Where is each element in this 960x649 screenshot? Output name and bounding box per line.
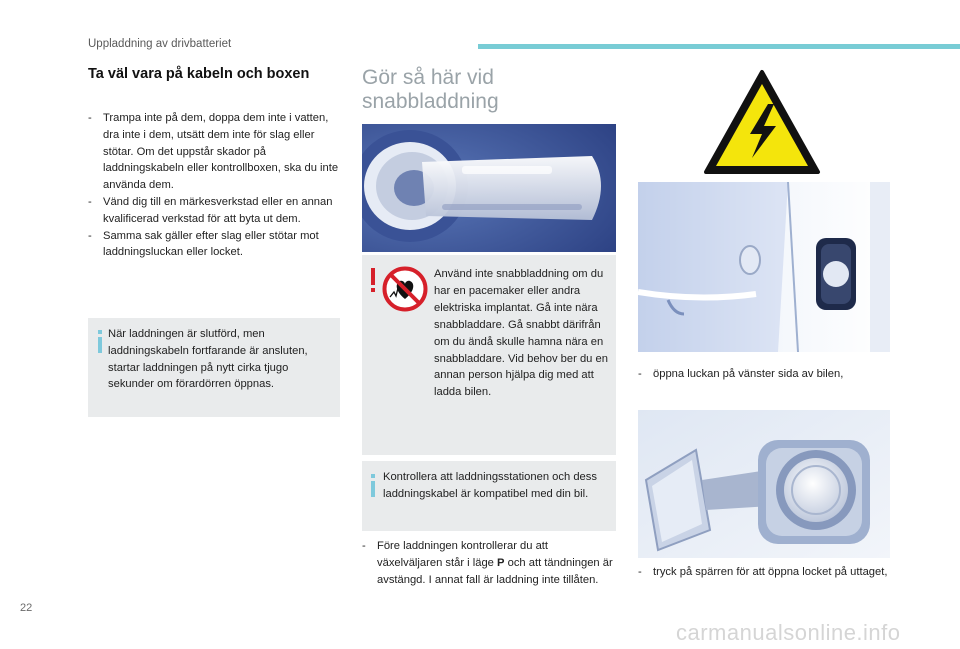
list-item: - Trampa inte på dem, doppa dem inte i vatten, dra inte i dem, utsätt dem inte för slag eller stötar. Om det uppstår skador på laddningskabeln eller kontrollboxen, ska du inte använda dem.	[88, 112, 339, 192]
charging-flap-photo	[638, 182, 890, 352]
fast-charging-title: Gör så här vid snabbladdning	[362, 66, 499, 113]
bullet-text: Trampa inte på dem, doppa dem inte i vatten, dra inte i dem, utsätt dem inte för slag eller stötar. Om det uppstår skador på laddningskabeln eller kontrollboxen, ska du inte använda dem.	[103, 112, 339, 192]
step-text-start: Före laddningen kontrollerar du att växelväljaren står i läge	[377, 540, 549, 569]
step-text-end: och att tändningen är avstängd. I annat fall är laddning inte tillåten.	[377, 556, 613, 586]
care-bullet-list	[88, 110, 340, 261]
header-accent-bar	[478, 44, 960, 49]
no-pacemaker-icon	[382, 266, 428, 312]
bullet-text: Samma sak gäller efter slag eller stötar mot laddningsluckan eller locket.	[103, 229, 319, 259]
page-number: 22	[20, 602, 33, 614]
step-open-cover	[638, 564, 890, 581]
list-item: - öppna luckan på vänster sida av bilen,	[638, 368, 844, 380]
list-item: - tryck på spärren för att öppna locket på uttaget,	[638, 566, 888, 578]
socket-cover-photo	[638, 410, 890, 558]
pacemaker-warning-box	[362, 255, 616, 455]
info-box	[88, 318, 340, 417]
bullet-text: Vänd dig till en märkesverkstad eller en annan kvalificerad verkstad för att byta ut dem.	[103, 195, 333, 225]
list-item: - Vänd dig till en märkesverkstad eller en annan kvalificerad verkstad för att byta ut dem.	[88, 195, 333, 225]
info-icon	[371, 474, 375, 478]
list-item: - Samma sak gäller efter slag eller stötar mot laddningsluckan eller locket.	[88, 229, 319, 259]
section-title: Uppladdning av drivbatteriet	[88, 38, 232, 50]
fast-charge-steps	[362, 538, 616, 588]
charging-port-photo	[362, 124, 616, 252]
info-icon	[98, 330, 102, 334]
info-text: Kontrollera att laddningsstationen och dess laddningskabel är kompatibel med din bil.	[383, 471, 597, 500]
watermark: carmanualsonline.info	[676, 620, 901, 645]
warning-text: Använd inte snabbladdning om du har en pacemaker eller andra elektriska implantat. Gå inte nära snabbladdare. Gå snabbt därifrån om du ändå skulle hamna nära en snabbladdare. Vid behov ber du en annan person hjälpa dig med att ladda bilen.	[434, 268, 608, 399]
gear-position-p: P	[497, 556, 505, 569]
info-box	[362, 461, 616, 531]
high-voltage-warning-icon	[702, 68, 822, 176]
care-section-title: Ta väl vara på kabeln och boxen	[88, 66, 310, 82]
step-text: öppna luckan på vänster sida av bilen,	[653, 368, 844, 380]
step-text: tryck på spärren för att öppna locket på uttaget,	[653, 566, 888, 578]
step-open-flap	[638, 366, 890, 383]
list-item: - Före laddningen kontrollerar du att växelväljaren står i läge P och att tändningen är avstängd. I annat fall är laddning inte tillåten.	[362, 540, 613, 586]
warning-exclamation-icon	[371, 268, 375, 285]
info-text: När laddningen är slutförd, men laddningskabeln fortfarande är ansluten, startar laddningen på nytt cirka tjugo sekunder om förardörren öppnas.	[108, 328, 308, 391]
